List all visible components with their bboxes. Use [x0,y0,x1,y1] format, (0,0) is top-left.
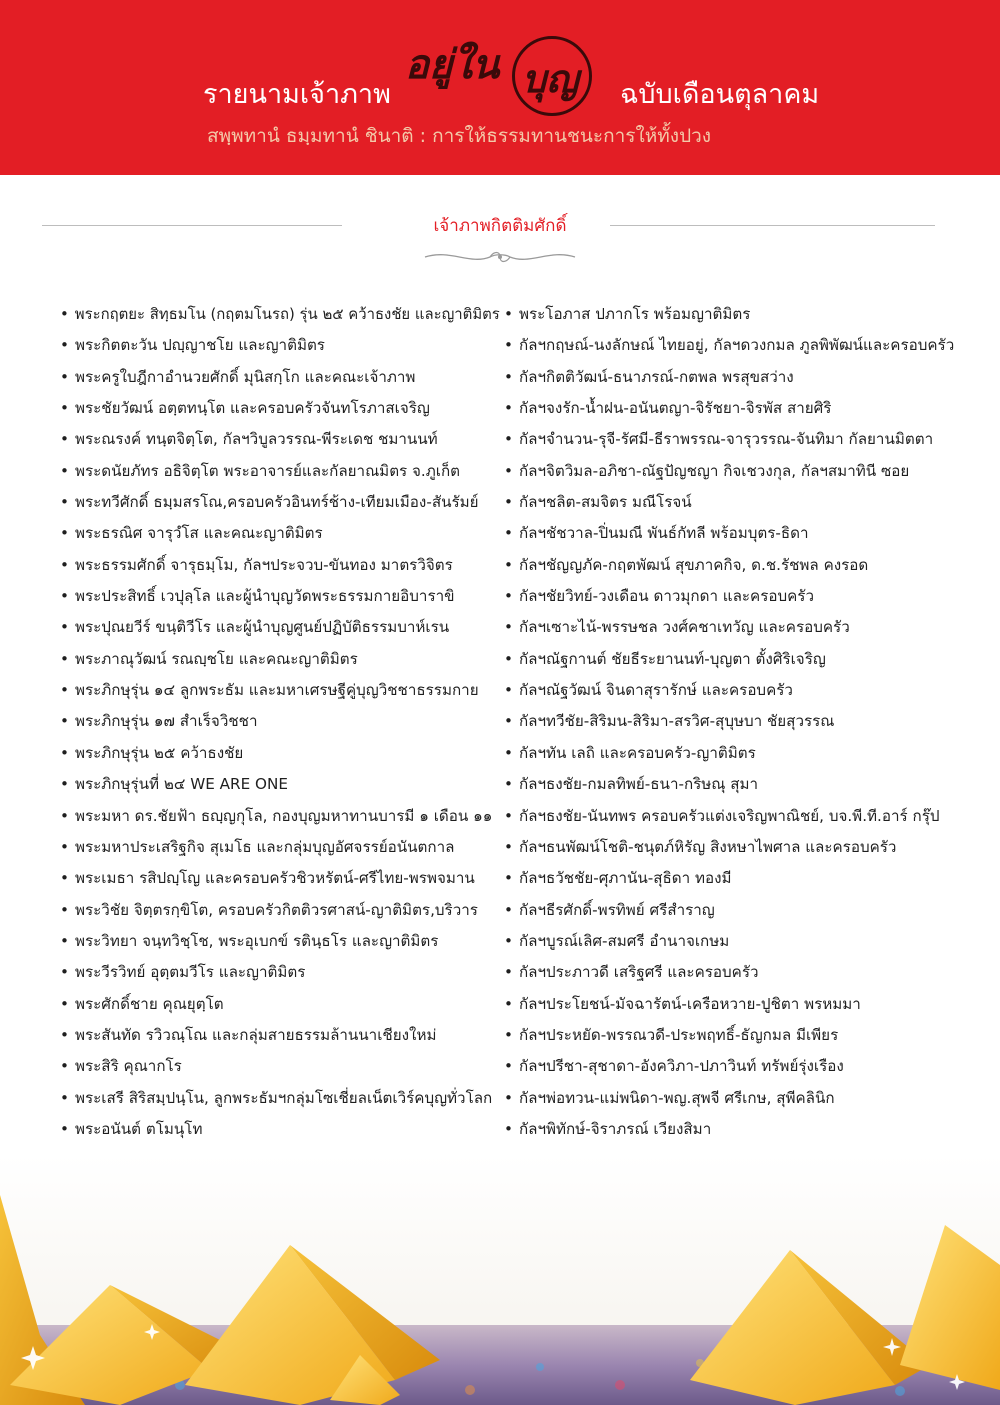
left-list-item: • พระมหา ดร.ชัยฟ้า ธญฺญกุโล, กองบุญมหาทานบารมี ๑ เดือน ๑๑ [60,802,500,833]
left-list-item: • พระเสรี สิริสมฺปนฺโน, ลูกพระธัมฯกลุ่มโซเชี่ยลเน็ตเวิร์คบุญทั่วโลก [60,1084,500,1115]
left-list-item: • พระกฤตยะ สิทฺธมโน (กฤตมโนรถ) รุ่น ๒๕ คว้าธงชัย และญาติมิตร [60,300,500,331]
right-list-item: • กัลฯณัฐกานต์ ชัยธีระยานนท์-บุญตา ตั้งศิริเจริญ [504,645,954,676]
right-list-item: • กัลฯประโยชน์-มัจฉารัตน์-เครือหวาย-ปูชิตา พรหมมา [504,990,954,1021]
right-list-item: • กัลฯจิตวิมล-อภิชา-ณัฐปัญชญา กิจเชวงกุล, กัลฯสมาทินี ซอย [504,457,954,488]
header-banner [0,0,1000,175]
right-list-item: • กัลฯธนพัฒน์โชติ-ชนุตภ์หิรัญ สิงหษาไพศาล และครอบครัว [504,833,954,864]
left-list-item: • พระภาณุวัฒน์ รณญฺชโย และคณะญาติมิตร [60,645,500,676]
right-list-item: • กัลฯชลิต-สมจิตร มณีโรจน์ [504,488,954,519]
left-list-item: • พระภิกษุรุ่น ๒๕ คว้าธงชัย [60,739,500,770]
logo-text-2: บุญ [522,56,579,101]
logo-text-1: อยู่ใน [405,41,500,88]
left-list-item: • พระภิกษุรุ่นที่ ๒๔ WE ARE ONE [60,770,500,801]
right-list-item: • กัลฯจำนวน-รุจี-รัศมี-ธีราพรรณ-จารุวรรณ-จันทิมา กัลยานมิตตา [504,425,954,456]
left-list-item: • พระมหาประเสริฐกิจ สุเมโธ และกลุ่มบุญอัศจรรย์อนันตกาล [60,833,500,864]
right-list-item: • กัลฯชัยวิทย์-วงเดือน ดาวมุกดา และครอบครัว [504,582,954,613]
left-list-item: • พระดนัยภัทร อธิจิตฺโต พระอาจารย์และกัลยาณมิตร จ.ภูเก็ต [60,457,500,488]
left-list-item: • พระวีรวิทย์ อุตฺตมวีโร และญาติมิตร [60,958,500,989]
right-list-item: • กัลฯบูรณ์เลิศ-สมศรี อำนาจเกษม [504,927,954,958]
left-list-item: • พระชัยวัฒน์ อตฺตทนฺโต และครอบครัวจันทโรภาสเจริญ [60,394,500,425]
left-name-list [60,300,500,1146]
golden-pyramids-illustration [0,1155,1000,1405]
right-list-item: • กัลฯประหยัด-พรรณวดี-ประพฤทธิ์-ธัญกมล มีเพียร [504,1021,954,1052]
left-list-item: • พระอนันต์ ตโมนุโท [60,1115,500,1146]
right-list-item: • กัลฯธงชัย-นันทพร ครอบครัวแต่งเจริญพาณิชย์, บจ.พี.ที.อาร์ กรุ๊ป [504,802,954,833]
right-list-item: • กัลฯธวัชชัย-ศุภานัน-สุธิดา ทองมี [504,864,954,895]
right-list-item: • กัลฯพิทักษ์-จิราภรณ์ เวียงสิมา [504,1115,954,1146]
left-list-item: • พระทวีศักดิ์ ธมฺมสรโณ,ครอบครัวอินทร์ช้าง-เทียมเมือง-สันรัมย์ [60,488,500,519]
left-list-item: • พระวิทยา จนฺทวิชฺโช, พระอุเบกข์ รตินฺธโร และญาติมิตร [60,927,500,958]
left-list-item: • พระธรรมศักดิ์ จารุธมฺโม, กัลฯประจวบ-ขันทอง มาตรวิจิตร [60,551,500,582]
header-left-title: รายนามเจ้าภาพ [203,79,391,110]
right-list-item: • กัลฯณัฐวัฒน์ จินดาสุรารักษ์ และครอบครัว [504,676,954,707]
left-list-item: • พระสิริ คุณากโร [60,1052,500,1083]
left-list-item: • พระกิตตะวัน ปญฺญาชโย และญาติมิตร [60,331,500,362]
right-list-item: • กัลฯจงรัก-น้ำฝน-อนันตญา-จิรัชยา-จิรพัส สายศิริ [504,394,954,425]
left-list-item: • พระธรณิศ จารุวํโส และคณะญาติมิตร [60,519,500,550]
right-list-item: • กัลฯทัน เลถิ และครอบครัว-ญาติมิตร [504,739,954,770]
left-list-item: • พระวิชัย จิตฺตรกฺขิโต, ครอบครัวกิตติวรศาสน์-ญาติมิตร,บริวาร [60,896,500,927]
ornament-flourish-icon [420,246,580,268]
header-right-title: ฉบับเดือนตุลาคม [620,79,820,110]
right-list-item: • กัลฯพ่อทวน-แม่พนิดา-พญ.สุพจี ศรีเกษ, สุพีคลินิก [504,1084,954,1115]
left-list-item: • พระปุณยวีร์ ขนฺติวีโร และผู้นำบุญศูนย์ปฏิบัติธรรมบาห์เรน [60,613,500,644]
right-list-item: • กัลฯชัญญภัค-กฤตพัฒน์ สุขภาคกิจ, ด.ช.รัชพล คงรอด [504,551,954,582]
left-list-item: • พระเมธา รสิปญฺโญ และครอบครัวชิวหรัตน์-ศรีไทย-พรพจมาน [60,864,500,895]
right-list-item: • กัลฯธีรศักดิ์-พรทิพย์ ศรีสำราญ [504,896,954,927]
right-list-item: • กัลฯประภาวดี เสริฐศรี และครอบครัว [504,958,954,989]
right-list-item: • กัลฯปรีชา-สุชาดา-อังควิภา-ปภาวินท์ ทรัพย์รุ่งเรือง [504,1052,954,1083]
header-subtitle: สพฺพทานํ ธมฺมทานํ ชินาติ : การให้ธรรมทานชนะการให้ทั้งปวง [207,125,712,147]
section-title: เจ้าภาพกิตติมศักดิ์ [433,216,567,236]
right-list-item: • กัลฯทวีชัย-สิริมน-สิริมา-สรวิศ-สุบุษบา ชัยสุวรรณ [504,707,954,738]
right-list-item: • กัลฯกิตติวัฒน์-ธนาภรณ์-กตพล พรสุขสว่าง [504,363,954,394]
right-list-item: • กัลฯกฤษณ์-นงลักษณ์ ไทยอยู่, กัลฯดวงกมล ภูลพิพัฒน์และครอบครัว [504,331,954,362]
left-list-item: • พระศักดิ์ชาย คุณยุตฺโต [60,990,500,1021]
right-name-list [504,300,954,1146]
left-list-item: • พระประสิทธิ์ เวปุลฺโล และผู้นำบุญวัดพระธรรมกายอิบาราขิ [60,582,500,613]
magazine-logo [400,20,615,130]
right-list-item: • กัลฯชัชวาล-ปิ่นมณี พันธ์กัทลี พร้อมบุตร-ธิดา [504,519,954,550]
left-list-item: • พระภิกษุรุ่น ๑๔ ลูกพระธัม และมหาเศรษฐีคู่บุญวิชชาธรรมกาย [60,676,500,707]
right-list-item: • กัลฯธงชัย-กมลทิพย์-ธนา-กริษณุ สุมา [504,770,954,801]
right-list-item: • กัลฯเซาะไน้-พรรษชล วงศ์คชาเทวัญ และครอบครัว [504,613,954,644]
left-list-item: • พระณรงค์ ทนฺตจิตฺโต, กัลฯวิบูลวรรณ-พีระเดช ชมานนท์ [60,425,500,456]
left-list-item: • พระครูใบฎีกาอำนวยศักดิ์ มุนิสกฺโก และคณะเจ้าภาพ [60,363,500,394]
left-list-item: • พระสันทัด รวิวณฺโณ และกลุ่มสายธรรมล้านนาเชียงใหม่ [60,1021,500,1052]
left-list-item: • พระภิกษุรุ่น ๑๗ สำเร็จวิชชา [60,707,500,738]
right-list-item: • พระโอภาส ปภากโร พร้อมญาติมิตร [504,300,954,331]
